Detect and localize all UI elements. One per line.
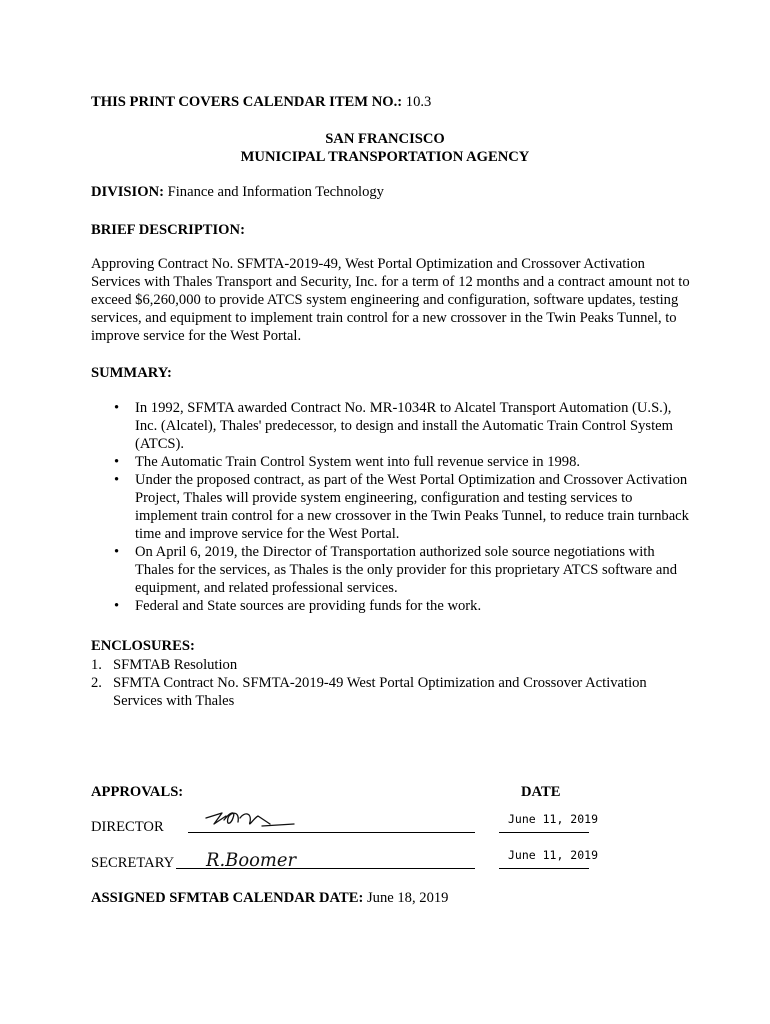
summary-bullet-text: Under the proposed contract, as part of the West Portal Optimization and Crossover Activation Project, Thales will provide system engineering, configuration and testing services to implement train control for a new crossover in the Twin Peaks Tunnel, to reduce train turnback time and improve service for the West Portal. [135,472,689,542]
brief-description-heading: BRIEF DESCRIPTION: [91,222,245,238]
approvals-heading: APPROVALS: [91,784,184,800]
summary-bullet-item [91,543,691,597]
secretary-date-line [499,868,589,869]
agency-title-line1: SAN FRANCISCO [325,131,445,147]
division-label: DIVISION: [91,184,164,200]
enclosure-item [91,674,691,710]
summary-bullet-text: Federal and State sources are providing funds for the work. [135,598,482,614]
secretary-signature [204,844,300,872]
summary-bullet-item [91,471,691,543]
enclosure-text: SFMTA Contract No. SFMTA-2019-49 West Portal Optimization and Crossover Activation Services with Thales [113,675,647,709]
bullet-icon: • [114,598,120,614]
bullet-icon: • [114,544,120,560]
secretary-date: June 11, 2019 [508,848,599,862]
date-heading: DATE [521,784,561,800]
enclosure-number: 2. [91,675,102,691]
division-value: Finance and Information Technology [167,184,384,200]
division-line [91,183,384,201]
enclosures-heading: ENCLOSURES: [91,638,195,654]
summary-bullet-item [91,453,691,471]
summary-list [91,399,691,615]
summary-bullet-text: On April 6, 2019, the Director of Transportation authorized sole source negotiations with Thales for the services, as Thales is the only provider for this proprietary ATCS software and equipment, and related professional services. [135,544,677,596]
director-date: June 11, 2019 [508,812,599,826]
summary-bullet-item [91,399,691,453]
director-date-line [499,832,589,833]
secretary-label: SECRETARY [91,855,175,871]
summary-bullet-item [91,597,691,615]
assigned-calendar-date-label: ASSIGNED SFMTAB CALENDAR DATE: [91,890,364,906]
assigned-calendar-date-line [91,889,448,907]
agency-title-line2: MUNICIPAL TRANSPORTATION AGENCY [240,149,530,165]
enclosure-text: SFMTAB Resolution [113,657,238,673]
bullet-icon: • [114,400,120,416]
calendar-item-number: 10.3 [405,94,432,110]
bullet-icon: • [114,454,120,470]
enclosures-list [91,656,691,710]
summary-heading: SUMMARY: [91,365,172,381]
assigned-calendar-date-value: June 18, 2019 [366,890,449,906]
agency-title [0,130,770,166]
summary-bullet-text: The Automatic Train Control System went into full revenue service in 1998. [135,454,581,470]
brief-description-text: Approving Contract No. SFMTA-2019-49, West Portal Optimization and Crossover Activation Services with Thales Transport and Security, Inc. for a term of 12 months and a contract amount not to exceed $6,260,000 to provide ATCS system engineering and configuration, software updates, testing services, and equipment to implement train control for a new crossover in the Twin Peaks Tunnel, to improve service for the West Portal. [91,256,690,344]
bullet-icon: • [114,472,120,488]
secretary-signature-text: R.Boomer [205,849,298,871]
enclosure-number: 1. [91,657,102,673]
summary-bullet-text: In 1992, SFMTA awarded Contract No. MR-1034R to Alcatel Transport Automation (U.S.), Inc. (Alcatel), Thales' predecessor, to design and install the Automatic Train Control System (ATCS). [135,400,673,452]
calendar-item-line [91,93,431,111]
enclosure-item [91,656,691,674]
director-signature [200,804,296,834]
calendar-item-label: THIS PRINT COVERS CALENDAR ITEM NO.: [91,94,403,110]
director-label: DIRECTOR [91,819,164,835]
